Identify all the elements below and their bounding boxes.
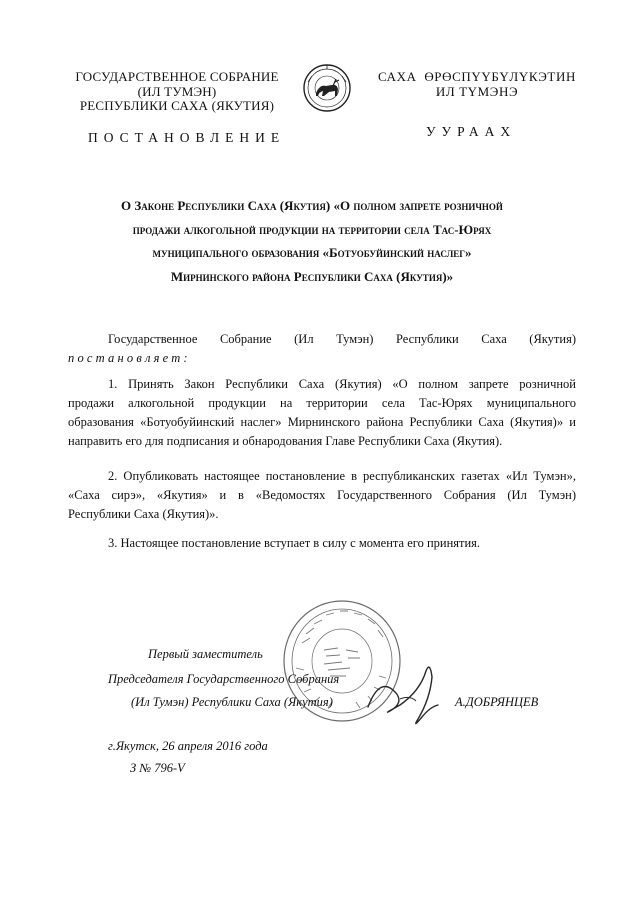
preamble-word: Тумэн)	[336, 332, 374, 346]
item-line: образования «Ботуобуйинский наслег» Мирнинского района Республики Саха (Якутия)» и	[68, 415, 576, 429]
document-number: З № 796-V	[130, 761, 185, 775]
handwritten-signature	[360, 655, 460, 735]
item-3	[68, 534, 576, 553]
header-left-line: (ИЛ ТУМЭН)	[137, 83, 217, 99]
preamble-word: (Якутия)	[529, 332, 576, 346]
signatory-position-line-3: (Ил Тумэн) Республики Саха (Якутия)	[131, 695, 333, 709]
item-line: 1. Принять Закон Республики Саха (Якутия) «О полном запрете розничной	[108, 377, 576, 391]
header-left-org	[58, 70, 296, 114]
title-line: продажи алкогольной продукции на территории села Тас-Юрях	[132, 221, 492, 237]
preamble	[68, 330, 576, 368]
item-line: продажи алкогольной продукции на территории села Тас-Юрях муниципального	[68, 396, 576, 410]
item-2	[68, 467, 576, 524]
signatory-position-line-1: Первый заместитель	[148, 647, 263, 661]
doctype-russian: ПОСТАНОВЛЕНИЕ	[88, 130, 286, 145]
header-left-line: ГОСУДАРСТВЕННОЕ СОБРАНИЕ	[75, 69, 279, 84]
preamble-word: (Ил	[294, 332, 314, 346]
title-line: муниципального образования «Ботуобуйинский наслег»	[152, 245, 472, 260]
item-1	[68, 375, 576, 451]
decree-word: постановляет:	[68, 351, 191, 365]
item-line: 3. Настоящее постановление вступает в силу с момента его принятия.	[108, 536, 481, 550]
doctype-sakha: УУРААХ	[426, 124, 517, 139]
item-line: направить его для подписания и обнародования Главе Республики Саха (Якутия).	[68, 434, 503, 448]
document-title	[92, 194, 532, 288]
preamble-line	[68, 330, 576, 349]
header-right-line: ИЛ ТҮМЭНЭ	[435, 83, 519, 99]
emblem-icon	[302, 62, 352, 114]
header-left-line: РЕСПУБЛИКИ САХА (ЯКУТИЯ)	[79, 98, 275, 113]
item-line: Республики Саха (Якутия)».	[68, 507, 219, 521]
item-line: «Саха сирэ», «Якутия» и в «Ведомостях Государственного Собрания (Ил Тумэн)	[68, 488, 576, 502]
item-line: 2. Опубликовать настоящее постановление в республиканских газетах «Ил Тумэн»,	[108, 469, 576, 483]
preamble-word: Государственное	[108, 332, 198, 346]
signatory-name: А.ДОБРЯНЦЕВ	[455, 695, 539, 709]
title-line: Мирнинского района Республики Саха (Якутия)»	[170, 268, 454, 284]
preamble-word: Республики	[396, 332, 459, 346]
preamble-word: Саха	[481, 332, 507, 346]
header-right-line: САХА ӨРӨСПҮҮБҮЛҮКЭТИН	[378, 69, 576, 84]
title-line: О Законе Республики Саха (Якутия) «О полном запрете розничной	[121, 198, 503, 213]
place-date: г.Якутск, 26 апреля 2016 года	[108, 739, 268, 753]
header-right-org	[362, 70, 592, 99]
preamble-word: Собрание	[219, 332, 272, 346]
signatory-position-line-2: Председателя Государственного Собрания	[108, 672, 340, 686]
